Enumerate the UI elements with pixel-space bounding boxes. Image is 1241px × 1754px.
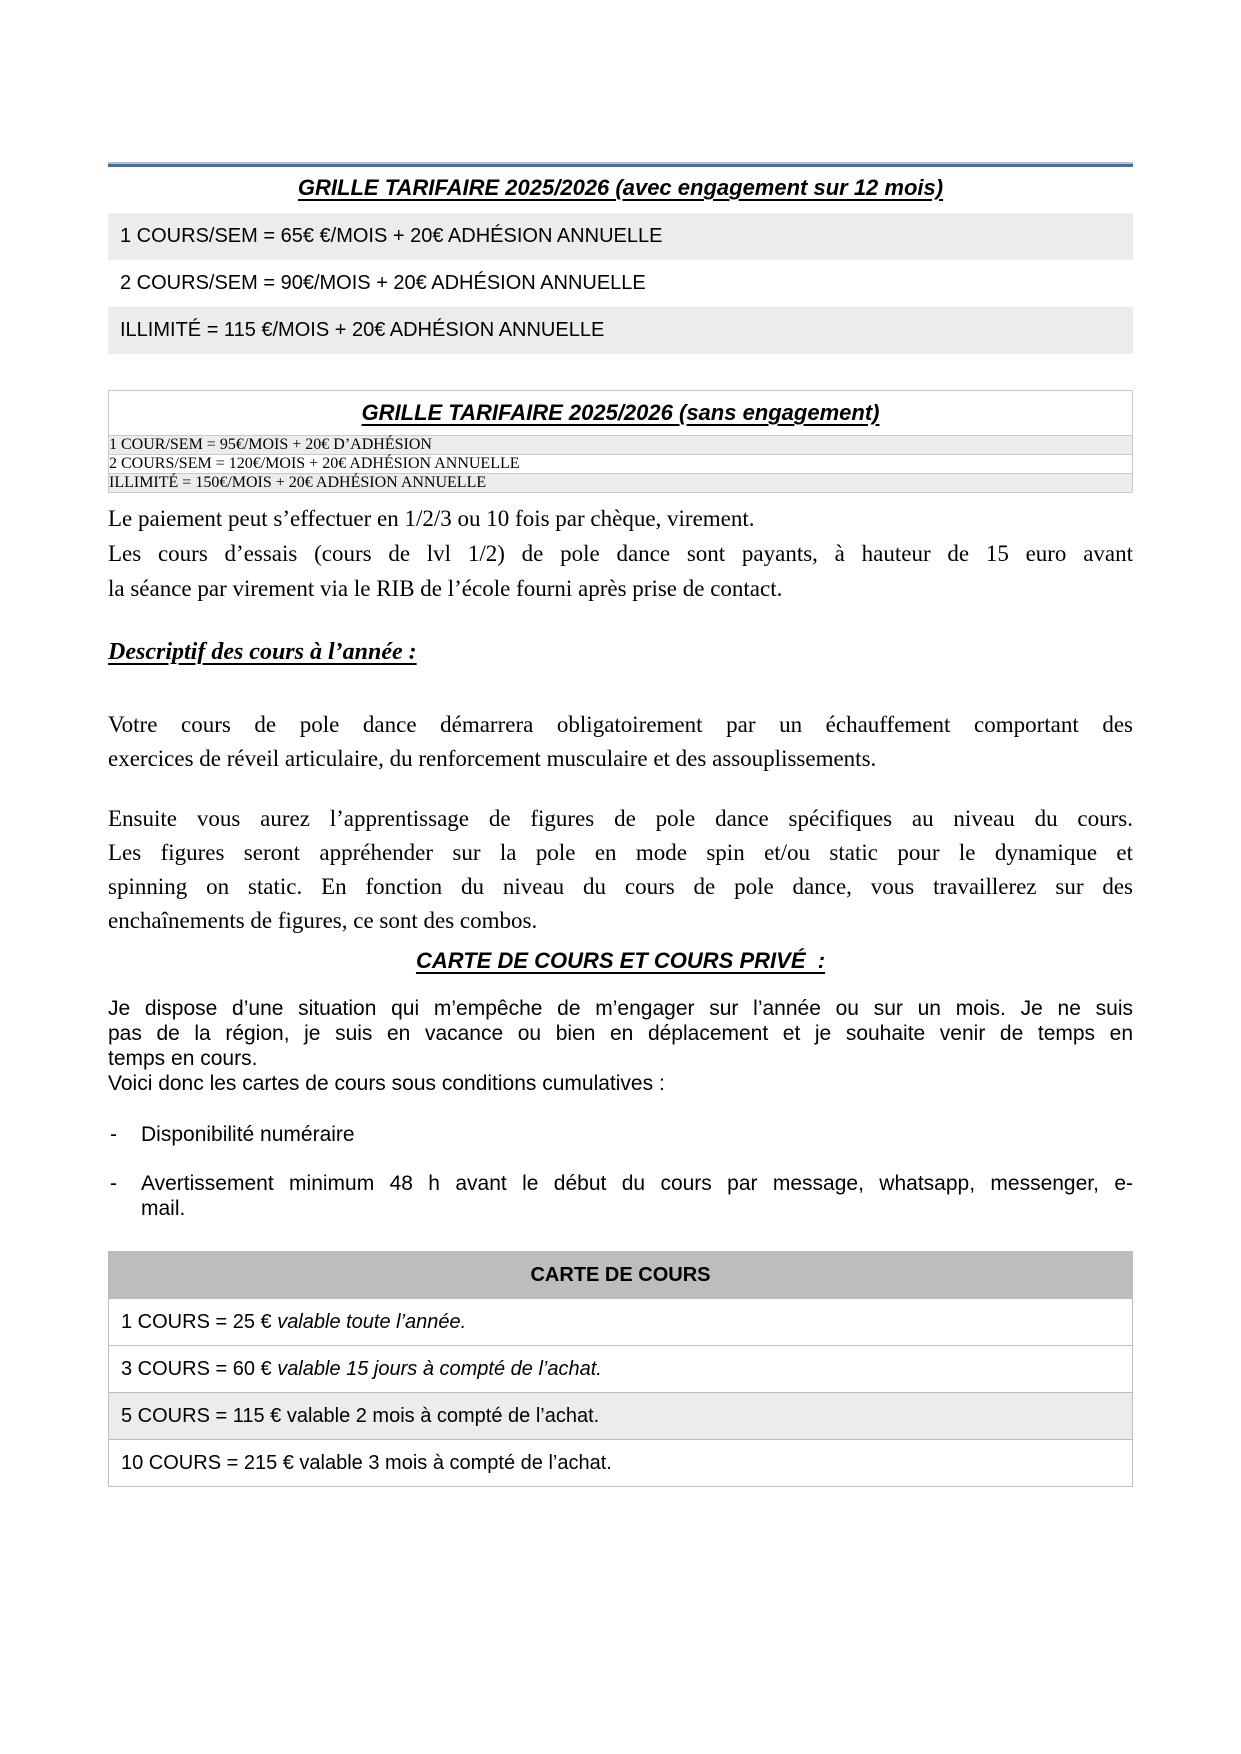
pricing-row — [108, 307, 1133, 354]
text-line: exercices de réveil articulaire, du renforcement musculaire et des assouplissements. — [108, 746, 877, 771]
card-table-row — [109, 1299, 1132, 1345]
card-pricing-table — [108, 1251, 1133, 1487]
text-line: enchaînements de figures, ce sont des combos. — [108, 908, 538, 933]
pricing-row-text: 1 COURS/SEM = 65€ €/MOIS + 20€ ADHÉSION ANNUELLE — [120, 225, 663, 247]
pricing-table-commitment — [108, 213, 1133, 354]
text-line: pas de la région, je suis en vacance ou bien en déplacement et je souhaite venir de temps en — [108, 1022, 1133, 1045]
bullet-text — [141, 1171, 1133, 1221]
bullet-item-notice — [108, 1171, 1133, 1221]
pricing-commitment-title: GRILLE TARIFAIRE 2025/2026 (avec engagement sur 12 mois) — [297, 175, 944, 200]
card-table-row — [109, 1392, 1132, 1439]
text-line: Voici donc les cartes de cours sous conditions cumulatives : — [108, 1072, 665, 1095]
course-description-paragraph-2 — [108, 802, 1133, 938]
bullet-dash: - — [110, 1123, 117, 1146]
course-description-paragraph-1 — [108, 708, 1133, 776]
bullet-item-availability — [108, 1122, 1133, 1147]
card-row-text: 5 COURS = 115 € valable 2 mois à compté de l’achat. — [121, 1404, 600, 1427]
pricing-row-text: 2 COURS/SEM = 120€/MOIS + 20€ ADHÉSION ANNUELLE — [109, 455, 520, 472]
pricing-table-no-commitment — [108, 390, 1133, 493]
card-row-text: 1 COURS = 25 € — [121, 1310, 278, 1333]
card-table-header-text: CARTE DE COURS — [530, 1264, 711, 1286]
card-table-row — [109, 1439, 1132, 1486]
text-line: mail. — [141, 1197, 186, 1220]
text-line: temps en cours. — [108, 1047, 258, 1070]
card-row-text: 10 COURS = 215 € valable 3 mois à compté de l’achat. — [121, 1451, 612, 1474]
card-table-row — [109, 1345, 1132, 1392]
pricing-no-commitment-title-row — [109, 391, 1132, 435]
card-section-heading: CARTE DE COURS ET COURS PRIVÉ : — [415, 948, 826, 973]
pricing-row — [109, 435, 1132, 454]
card-table-header — [109, 1252, 1132, 1299]
card-row-italic-text: valable toute l’année. — [277, 1310, 467, 1333]
card-intro-paragraph — [108, 996, 1133, 1096]
pricing-row-text: ILLIMITÉ = 150€/MOIS + 20€ ADHÉSION ANNUELLE — [109, 474, 487, 491]
text-line: Ensuite vous aurez l’apprentissage de figures de pole dance spécifiques au niveau du cours. — [108, 806, 1133, 831]
bullet-text: Disponibilité numéraire — [141, 1123, 355, 1146]
text-line: Les cours d’essais (cours de lvl 1/2) de pole dance sont payants, à hauteur de 15 euro avant — [108, 541, 1133, 566]
text-line: Le paiement peut s’effectuer en 1/2/3 ou 10 fois par chèque, virement. — [108, 506, 755, 531]
course-description-heading: Descriptif des cours à l’année : — [108, 639, 417, 665]
text-line: spinning on static. En fonction du niveau du cours de pole dance, vous travaillerez sur des — [108, 874, 1133, 899]
text-line: Je dispose d’une situation qui m’empêche de m’engager sur l’année ou sur un mois. Je ne suis — [108, 997, 1133, 1020]
card-row-italic-text: valable 15 jours à compté de l’achat. — [277, 1357, 602, 1380]
pricing-no-commitment-title: GRILLE TARIFAIRE 2025/2026 (sans engagement) — [361, 400, 880, 425]
text-line: Les figures seront appréhender sur la pole en mode spin et/ou static pour le dynamique et — [108, 840, 1133, 865]
pricing-row-text: 2 COURS/SEM = 90€/MOIS + 20€ ADHÉSION ANNUELLE — [120, 272, 646, 294]
pricing-row — [109, 454, 1132, 473]
text-line: la séance par virement via le RIB de l’école fourni après prise de contact. — [108, 576, 783, 601]
top-divider-rule — [108, 162, 1133, 167]
payment-info-paragraph — [108, 501, 1133, 606]
pricing-row — [109, 473, 1132, 492]
card-row-text: 3 COURS = 60 € — [121, 1357, 278, 1380]
text-line: Votre cours de pole dance démarrera obligatoirement par un échauffement comportant des — [108, 712, 1133, 737]
text-line: Avertissement minimum 48 h avant le début du cours par message, whatsapp, messenger, e- — [141, 1172, 1133, 1195]
pricing-row-text: ILLIMITÉ = 115 €/MOIS + 20€ ADHÉSION ANNUELLE — [120, 319, 605, 341]
bullet-dash: - — [110, 1172, 117, 1195]
pricing-row — [108, 260, 1133, 307]
pricing-row — [108, 213, 1133, 260]
pricing-row-text: 1 COUR/SEM = 95€/MOIS + 20€ D’ADHÉSION — [109, 436, 432, 453]
